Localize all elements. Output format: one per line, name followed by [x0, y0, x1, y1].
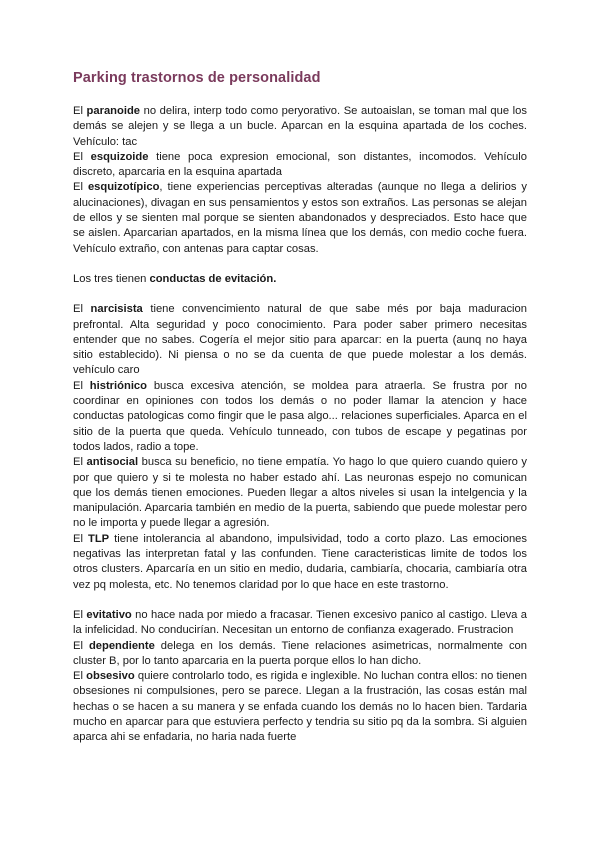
- document-title: Parking trastornos de personalidad: [73, 70, 321, 86]
- paragraph-text: tiene convencimiento natural de que sabe més por baja maduracion prefrontal. Alta seguridad y poco conocimiento. Para poder saber primero necesitas entender que no sabes. Cogería el mejor sitio para aparcar: en la puerta (aunq no haya sitio establecido). Ni piensa o no se da cuenta de que puede molestar a los demás. vehículo caro: [73, 303, 527, 377]
- paragraph-prefix: El: [73, 181, 88, 194]
- term-esquizotipico: esquizotípico: [87, 181, 160, 194]
- paragraph-obsesivo: [73, 669, 527, 745]
- term-antisocial: antisocial: [86, 456, 139, 469]
- paragraph-prefix: El: [73, 379, 90, 392]
- paragraph-text: tiene poca expresion emocional, son distantes, incomodos. Vehículo discreto, aparcaria en la esquina apartada: [73, 150, 527, 179]
- paragraph-text: delega en los demás. Tiene relaciones asimetricas, normalmente con cluster B, por lo tanto aparcaria en la puerta porque ellos lo han dicho.: [73, 639, 528, 667]
- paragraph-dependiente: [73, 639, 527, 670]
- paragraph-text: no delira, interp todo como peryorativo. Se autoaislan, se toman mal que los demás se alejen y se llega a un bucle. Aparcan en la esquina apartada de los coches. Vehículo: tac: [73, 105, 527, 148]
- paragraph-tlp: [73, 532, 527, 593]
- paragraph-prefix: El: [73, 532, 88, 545]
- paragraph-prefix: El: [73, 456, 87, 469]
- paragraph-text: busca excesiva atención, se moldea para atraerla. Se frustra por no coordinar en opiniones con todos los demás o no poder llamar la atencion y hace conductas patologicas como fingir que le pasa algo... relaciones superficiales. Aparca en el sitio de la puerta que queda. Vehículo tunneado, con tubos de escape y pegatinas por todos lados, radio a tope.: [73, 379, 527, 453]
- paragraph-text: quiere controlarlo todo, es rigida e inglexible. No luchan contra ellos: no tienen obsesiones ni compulsiones, pero se parece. Llegan a la frustración, las cosas están mal hechas o se hacen a su manera y se enfada cuando los demás no lo hacen bien. Tardaria mucho en aparcar para que estuviera perfecto y tendria su sitio pq da la sombra. Si alguien aparca ahi se enfadaria, no haria nada fuerte: [73, 670, 527, 744]
- term-narcisista: narcisista: [90, 303, 143, 316]
- paragraph-prefix: El: [73, 303, 91, 316]
- paragraph-prefix: El: [73, 670, 87, 683]
- paragraph-antisocial: [73, 455, 527, 531]
- summary-prefix: Los tres tienen: [73, 272, 150, 285]
- paragraph-text: , tiene experiencias perceptivas alteradas (aunque no llega a delirios y alucinaciones), divagan en sus pensamientos y estos son extraños. Las personas se alejan de ellos y se sienten mal porque se sienten abandonados y despreciados. Esto hace que se aislen. Aparcarian apartados, en la misma línea que los demás, con medio coche fuera. Vehículo extraño, con antenas para captar cosas.: [73, 181, 528, 255]
- paragraph-esquizotipico: [73, 180, 527, 256]
- term-tlp: TLP: [87, 532, 110, 545]
- paragraph-text: no hace nada por miedo a fracasar. Tienen excesivo panico al castigo. Lleva a la infelicidad. No conducirían. Necesitan un entorno de confianza exagerado. Frustracion: [73, 608, 528, 637]
- term-dependiente: dependiente: [88, 639, 155, 652]
- paragraph-prefix: El: [73, 150, 91, 163]
- paragraph-text: busca su beneficio, no tiene empatía. Yo hago lo que quiero cuando quiero y por que quiero y si te molesta no haber estado ahí. Las neuronas espejo no comunican que los demás tienen emociones. Pueden llegar a altos niveles si usan la intelgencia y la manipulación. Aparcaria también en medio de la puerta, sabiendo que puede molestar pero no le importa y puede llegar a agresión.: [73, 456, 527, 530]
- paragraph-narcisista: [73, 302, 527, 378]
- paragraph-prefix: El: [73, 639, 89, 652]
- paragraph-paranoide: [73, 104, 527, 150]
- term-obsesivo: obsesivo: [86, 670, 135, 683]
- paragraph-prefix: El: [73, 105, 87, 117]
- document-body: [73, 104, 527, 746]
- term-paranoide: paranoide: [86, 105, 141, 117]
- paragraph-evitativo: [73, 608, 527, 639]
- paragraph-prefix: El: [73, 608, 87, 621]
- paragraph-esquizoide: [73, 150, 527, 181]
- paragraph-text: tiene intolerancia al abandono, impulsividad, todo a corto plazo. Las emociones negativas las interpretan fatal y las confunden. Tiene caracteristicas limite de todos los otros clusters. Aparcaría en un sitio en medio, dudaria, cambiaría, chocaria, cambiaría otra vez pq molesta, etc. No tenemos claridad por lo que hace en este trastorno.: [73, 532, 527, 591]
- term-histrionico: histriónico: [89, 379, 147, 392]
- term-evitativo: evitativo: [86, 608, 132, 621]
- summary-paragraph: [73, 272, 527, 287]
- term-esquizoide: esquizoide: [90, 150, 149, 163]
- term-conductas-evitacion: conductas de evitación.: [149, 272, 277, 285]
- paragraph-histrionico: [73, 379, 527, 455]
